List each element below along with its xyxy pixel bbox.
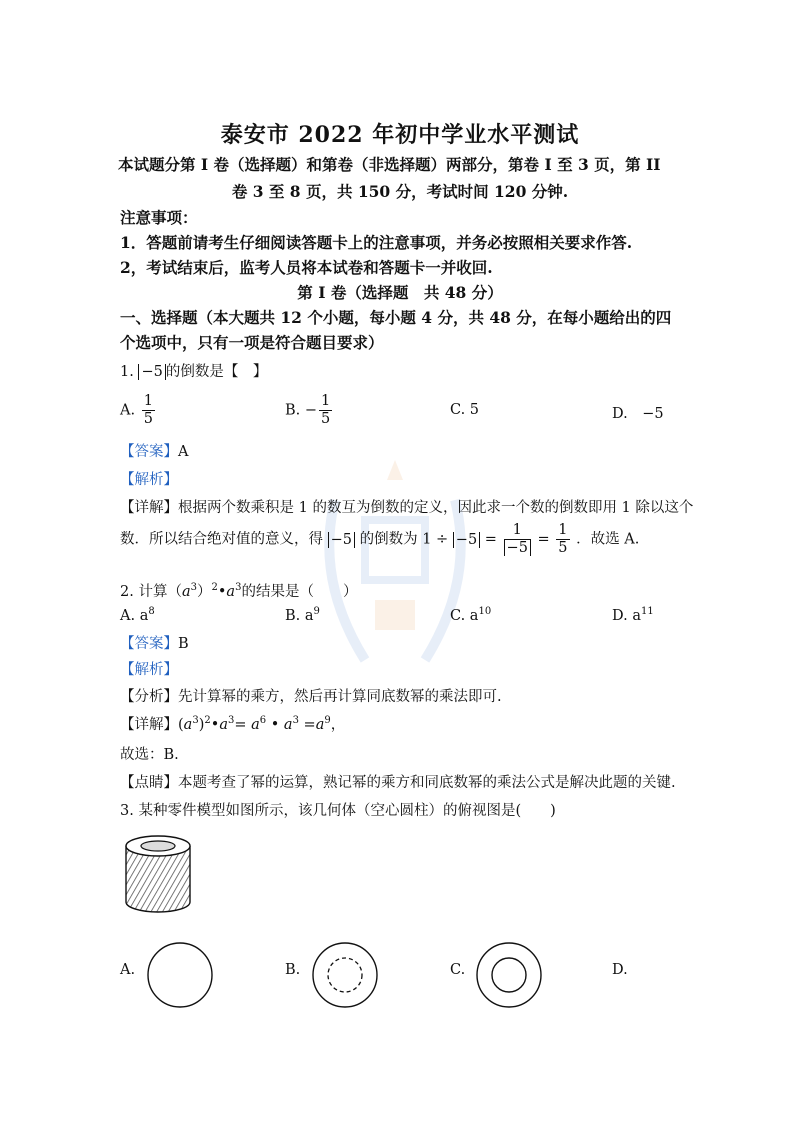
q3-stem: 3. 某种零件模型如图所示，该几何体（空心圆柱）的俯视图是( ): [120, 803, 556, 819]
q2-stem: 2. 计算$(a^3)^2•a^3$的结果是（ ）: [120, 582, 358, 600]
q3-option-b-circles: [310, 940, 380, 1010]
q3-option-c-label: C.: [450, 962, 466, 978]
page-title: 泰安市 2022 年初中学业水平测试: [220, 122, 580, 148]
intro-line-2: 卷 3 至 8 页，共 150 分，考试时间 120 分钟.: [231, 182, 569, 201]
fraction: $\frac{1}{5}$: [321, 393, 331, 427]
q3-option-c-circles: [474, 940, 544, 1010]
watermark-logo: [305, 440, 485, 690]
q1-detail-line-2: 数．所以结合绝对值的意义，得 −5 的倒数为 1 ÷ −5 = $\frac{1}{-5}$ = $\frac{1}{5}$ ．故选 A.: [120, 522, 640, 556]
q2-option-b: B. $a^9$: [285, 606, 320, 624]
q2-analysis-tag: 【解析】: [120, 662, 178, 678]
fraction: $\frac{1}{5}$: [558, 522, 568, 556]
section-line-2: 个选项中，只有一项是符合题目要求）: [120, 333, 384, 352]
q1-analysis-tag: 【解析】: [120, 472, 178, 488]
fraction: $\frac{1}{5}$: [143, 393, 153, 427]
part-title: 第 I 卷（选择题 共 48 分）: [297, 283, 503, 302]
q2-option-a: A. $a^8$: [120, 606, 155, 624]
q1-option-b: B. − $\frac{1}{5}$: [285, 393, 331, 427]
fraction: $\frac{1}{-5}$: [504, 522, 531, 557]
q2-answer: 【答案】B: [120, 636, 189, 652]
q1-option-d: D. −5: [612, 406, 664, 422]
q2-dianjing: 【点睛】本题考查了幂的运算，熟记幂的乘方和同底数幂的乘法公式是解决此题的关键.: [120, 775, 676, 791]
q1-option-c: C. 5: [450, 402, 480, 418]
notes-title: 注意事项：: [120, 208, 198, 227]
q1-detail-line-1: 【详解】根据两个数乘积是 1 的数互为倒数的定义，因此求一个数的倒数即用 1 除以这个: [120, 500, 694, 516]
q1-option-a: A. $\frac{1}{5}$: [120, 393, 153, 427]
q3-option-b-label: B.: [285, 962, 301, 978]
note-2: 2，考试结束后，监考人员将本试卷和答题卡一并收回.: [120, 258, 493, 277]
q2-detail: 【详解】$(a^3)^2•a^3= a^6$ • $a^3 =a^9$，: [120, 715, 346, 733]
q2-option-d: D. $a^{11}$: [612, 606, 654, 624]
q1-answer: 【答案】A: [120, 444, 189, 460]
q3-option-a-circle: [145, 940, 215, 1010]
intro-line-1: 本试题分第 I 卷（选择题）和第卷（非选择题）两部分，第卷 I 至 3 页，第 II: [118, 155, 661, 174]
q2-fenxi: 【分析】先计算幂的乘方，然后再计算同底数幂的乘法即可.: [120, 689, 502, 705]
hollow-cylinder-figure: [118, 828, 198, 918]
q3-option-d-label: D.: [612, 962, 628, 978]
note-1: 1．答题前请考生仔细阅读答题卡上的注意事项，并务必按照相关要求作答.: [120, 233, 633, 252]
q3-option-a-label: A.: [120, 962, 136, 978]
q1-stem: 1. −5 的倒数是【 】: [120, 364, 268, 380]
section-line-1: 一、选择题（本大题共 12 个小题，每小题 4 分，共 48 分，在每小题给出的四: [120, 308, 672, 327]
q2-conclusion: 故选：B.: [120, 747, 179, 763]
q2-option-c: C. $a^{10}$: [450, 606, 492, 624]
q1-abs-expr: −5: [138, 364, 165, 380]
